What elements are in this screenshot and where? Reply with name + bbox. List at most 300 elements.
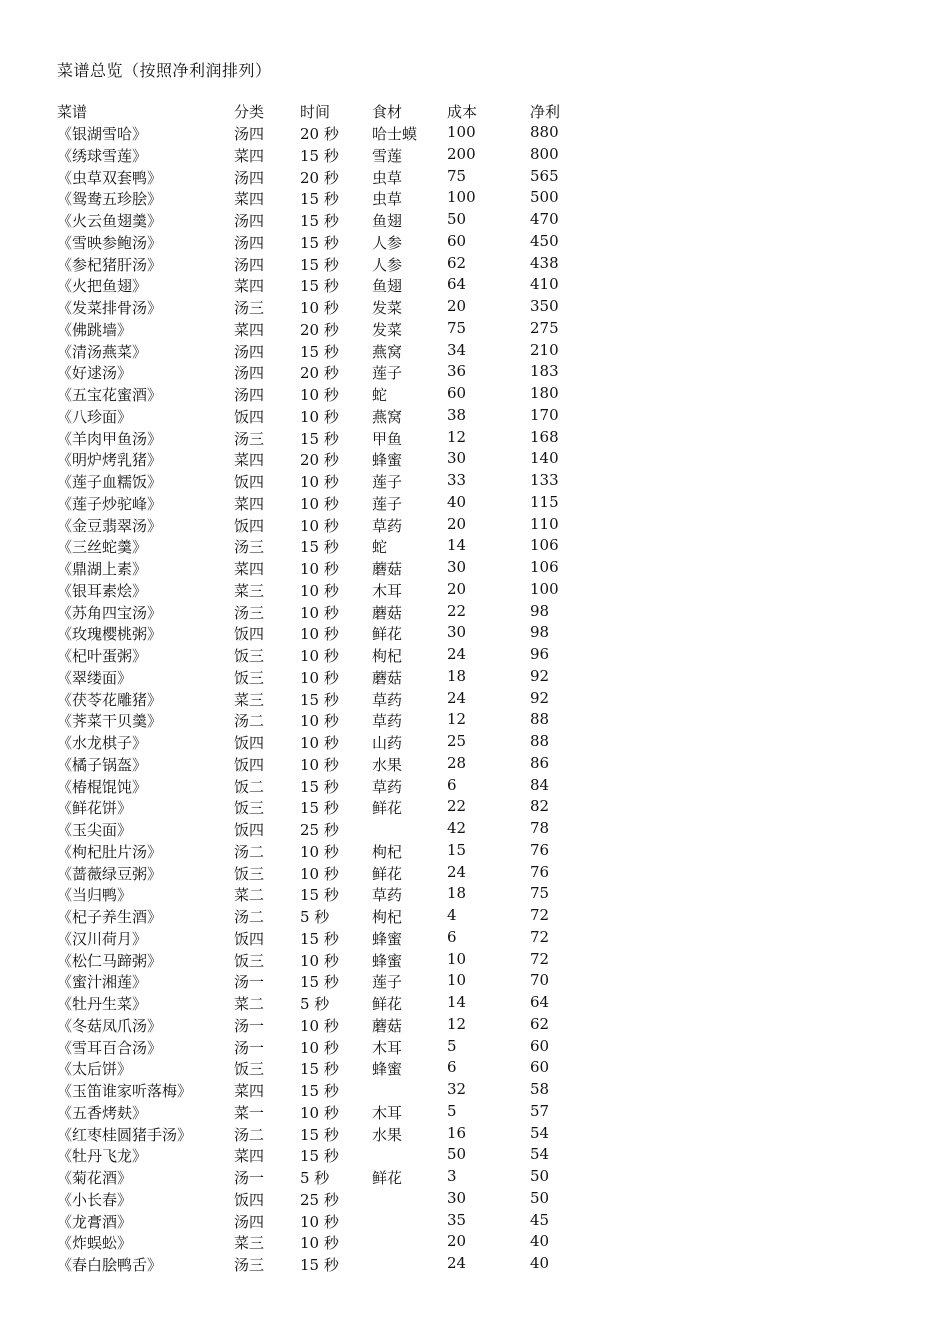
cell-ingredient: 草药: [372, 886, 403, 905]
cell-category: 菜四: [234, 451, 265, 470]
cell-profit: 410: [530, 275, 559, 294]
cell-ingredient: 蜂蜜: [372, 1060, 403, 1079]
cell-category: 汤二: [234, 712, 265, 731]
table-row: [0, 602, 950, 624]
table-row: [0, 884, 950, 906]
table-row: [0, 362, 950, 384]
cell-profit: 98: [530, 601, 550, 620]
cell-ingredient: 人参: [372, 255, 403, 274]
cell-ingredient: 发菜: [372, 320, 403, 339]
cell-cost: 30: [447, 449, 467, 468]
cell-category: 饭四: [234, 407, 265, 426]
cell-category: 菜三: [234, 1234, 265, 1253]
cell-time: 15 秒: [300, 146, 339, 165]
cell-ingredient: 鱼翅: [372, 277, 403, 296]
cell-cost: 6: [447, 775, 457, 794]
cell-ingredient: 鲜花: [372, 625, 403, 644]
cell-cost: 75: [447, 166, 467, 185]
cell-profit: 45: [530, 1210, 550, 1229]
cell-recipe-name: 《玉尖面》: [57, 821, 133, 839]
cell-profit: 565: [530, 166, 559, 185]
cell-profit: 64: [530, 993, 550, 1011]
cell-cost: 28: [447, 753, 467, 772]
cell-time: 15 秒: [300, 342, 339, 361]
table-row: [0, 1254, 950, 1276]
cell-cost: 12: [447, 710, 467, 729]
cell-time: 20 秒: [300, 125, 339, 143]
cell-recipe-name: 《明炉烤乳猪》: [57, 451, 163, 470]
cell-recipe-name: 《椿棍馄饨》: [57, 777, 148, 796]
cell-ingredient: 草药: [372, 777, 403, 796]
table-row: [0, 493, 950, 515]
table-row: [0, 623, 950, 645]
header-category: 分类: [234, 103, 265, 121]
cell-recipe-name: 《小长春》: [57, 1190, 133, 1209]
cell-profit: 40: [530, 1254, 550, 1272]
cell-cost: 36: [447, 362, 467, 381]
cell-cost: 20: [447, 514, 467, 533]
cell-profit: 450: [530, 231, 559, 250]
cell-cost: 18: [447, 666, 467, 685]
cell-profit: 115: [530, 492, 559, 511]
cell-recipe-name: 《牡丹飞龙》: [57, 1147, 148, 1166]
cell-category: 饭四: [234, 473, 265, 491]
cell-ingredient: 鲜花: [372, 995, 403, 1013]
cell-category: 饭二: [234, 777, 265, 796]
cell-category: 菜一: [234, 1103, 265, 1122]
cell-time: 15 秒: [300, 538, 339, 557]
table-row: [0, 384, 950, 406]
cell-profit: 168: [530, 427, 559, 446]
cell-category: 饭四: [234, 821, 265, 839]
table-row: [0, 950, 950, 972]
table-row: [0, 341, 950, 363]
cell-ingredient: 木耳: [372, 1103, 403, 1122]
cell-category: 饭三: [234, 799, 265, 818]
cell-cost: 14: [447, 993, 467, 1011]
cell-time: 15 秒: [300, 233, 339, 252]
cell-profit: 54: [530, 1145, 550, 1164]
cell-ingredient: 蛇: [372, 386, 388, 404]
cell-time: 15 秒: [300, 690, 339, 709]
cell-recipe-name: 《翠缕面》: [57, 668, 133, 687]
cell-recipe-name: 《炸蜈蚣》: [57, 1234, 133, 1253]
cell-ingredient: 木耳: [372, 581, 403, 600]
cell-cost: 16: [447, 1123, 467, 1142]
cell-category: 汤三: [234, 603, 265, 622]
cell-cost: 42: [447, 819, 467, 837]
cell-cost: 30: [447, 623, 467, 642]
cell-ingredient: 山药: [372, 734, 403, 752]
cell-cost: 25: [447, 732, 467, 750]
cell-profit: 170: [530, 405, 559, 424]
cell-recipe-name: 《莲子炒驼峰》: [57, 494, 163, 513]
table-row: [0, 732, 950, 754]
cell-cost: 32: [447, 1080, 467, 1098]
cell-cost: 75: [447, 318, 467, 337]
cell-ingredient: 燕窝: [372, 342, 403, 361]
table-row: [0, 819, 950, 841]
cell-category: 饭四: [234, 516, 265, 535]
cell-ingredient: 莲子: [372, 494, 403, 513]
cell-ingredient: 鲜花: [372, 864, 403, 883]
cell-category: 饭三: [234, 1060, 265, 1079]
cell-category: 汤一: [234, 1169, 265, 1187]
cell-time: 15 秒: [300, 886, 339, 905]
cell-category: 菜四: [234, 146, 265, 165]
cell-profit: 72: [530, 949, 550, 968]
cell-profit: 106: [530, 558, 559, 576]
table-row: [0, 1037, 950, 1059]
cell-ingredient: 草药: [372, 516, 403, 535]
cell-time: 15 秒: [300, 1147, 339, 1166]
cell-category: 饭四: [234, 929, 265, 948]
cell-category: 菜四: [234, 320, 265, 339]
cell-time: 10 秒: [300, 625, 339, 644]
cell-time: 5 秒: [300, 995, 330, 1013]
cell-profit: 183: [530, 362, 559, 381]
cell-time: 10 秒: [300, 473, 339, 491]
cell-ingredient: 蛇: [372, 538, 388, 557]
cell-profit: 72: [530, 927, 550, 946]
cell-recipe-name: 《鸳鸯五珍脍》: [57, 190, 163, 209]
cell-cost: 22: [447, 601, 467, 620]
cell-category: 菜四: [234, 277, 265, 296]
cell-profit: 133: [530, 471, 559, 489]
cell-recipe-name: 《水龙棋子》: [57, 734, 148, 752]
cell-cost: 60: [447, 384, 467, 402]
cell-recipe-name: 《清汤燕菜》: [57, 342, 148, 361]
cell-cost: 24: [447, 862, 467, 881]
cell-time: 15 秒: [300, 1256, 339, 1274]
cell-time: 25 秒: [300, 1190, 339, 1209]
table-row: [0, 754, 950, 776]
table-row: [0, 536, 950, 558]
cell-recipe-name: 《玫瑰樱桃粥》: [57, 625, 163, 644]
cell-time: 10 秒: [300, 712, 339, 731]
cell-cost: 4: [447, 906, 457, 924]
cell-time: 15 秒: [300, 973, 339, 992]
cell-time: 10 秒: [300, 842, 339, 861]
cell-recipe-name: 《荠菜干贝羹》: [57, 712, 163, 731]
cell-time: 10 秒: [300, 951, 339, 970]
cell-category: 汤四: [234, 386, 265, 404]
table-row: [0, 1058, 950, 1080]
cell-time: 10 秒: [300, 668, 339, 687]
cell-recipe-name: 《蜜汁湘莲》: [57, 973, 148, 992]
cell-category: 汤一: [234, 1038, 265, 1057]
header-cost: 成本: [447, 103, 478, 121]
cell-category: 汤三: [234, 538, 265, 557]
table-row: [0, 776, 950, 798]
table-row: [0, 928, 950, 950]
cell-ingredient: 蜂蜜: [372, 929, 403, 948]
cell-ingredient: 燕窝: [372, 407, 403, 426]
table-row: [0, 1015, 950, 1037]
cell-cost: 14: [447, 536, 467, 555]
header-time: 时间: [300, 103, 331, 121]
cell-recipe-name: 《羊肉甲鱼汤》: [57, 429, 163, 448]
cell-recipe-name: 《牡丹生菜》: [57, 995, 148, 1013]
table-row: [0, 1211, 950, 1233]
cell-category: 菜三: [234, 690, 265, 709]
cell-category: 饭三: [234, 864, 265, 883]
cell-category: 饭四: [234, 625, 265, 644]
cell-profit: 62: [530, 1014, 550, 1033]
cell-recipe-name: 《春白脍鸭舌》: [57, 1256, 163, 1274]
cell-cost: 10: [447, 949, 467, 968]
cell-time: 10 秒: [300, 1212, 339, 1231]
cell-time: 10 秒: [300, 560, 339, 578]
table-row: [0, 906, 950, 928]
cell-category: 饭四: [234, 1190, 265, 1209]
cell-recipe-name: 《杞子养生酒》: [57, 908, 163, 926]
cell-ingredient: 雪莲: [372, 146, 403, 165]
cell-ingredient: 鲜花: [372, 1169, 403, 1187]
cell-time: 10 秒: [300, 734, 339, 752]
table-row: [0, 1167, 950, 1189]
cell-profit: 82: [530, 797, 550, 816]
cell-cost: 24: [447, 1254, 467, 1272]
cell-cost: 20: [447, 579, 467, 598]
cell-cost: 100: [447, 123, 476, 141]
cell-time: 15 秒: [300, 799, 339, 818]
cell-category: 汤三: [234, 299, 265, 317]
cell-profit: 57: [530, 1101, 550, 1120]
cell-recipe-name: 《鼎湖上素》: [57, 560, 148, 578]
cell-profit: 92: [530, 688, 550, 707]
table-row: [0, 406, 950, 428]
cell-profit: 92: [530, 666, 550, 685]
cell-profit: 60: [530, 1036, 550, 1055]
cell-category: 汤二: [234, 842, 265, 861]
cell-cost: 38: [447, 405, 467, 424]
cell-recipe-name: 《雪映参鲍汤》: [57, 233, 163, 252]
cell-profit: 78: [530, 819, 550, 837]
cell-recipe-name: 《苏角四宝汤》: [57, 603, 163, 622]
cell-time: 15 秒: [300, 277, 339, 296]
table-row: [0, 993, 950, 1015]
cell-time: 15 秒: [300, 212, 339, 230]
cell-time: 10 秒: [300, 1038, 339, 1057]
cell-ingredient: 蘑菇: [372, 668, 403, 687]
cell-cost: 34: [447, 340, 467, 359]
cell-category: 菜二: [234, 886, 265, 905]
cell-recipe-name: 《雪耳百合汤》: [57, 1038, 163, 1057]
cell-ingredient: 莲子: [372, 473, 403, 491]
header-profit: 净利: [530, 103, 561, 121]
cell-time: 20 秒: [300, 364, 339, 383]
cell-cost: 20: [447, 1232, 467, 1251]
cell-ingredient: 蜂蜜: [372, 451, 403, 470]
cell-recipe-name: 《橘子锅盔》: [57, 755, 148, 774]
cell-time: 20 秒: [300, 320, 339, 339]
cell-recipe-name: 《火把鱼翅》: [57, 277, 148, 296]
cell-profit: 50: [530, 1188, 550, 1207]
cell-cost: 20: [447, 297, 467, 315]
cell-cost: 100: [447, 188, 476, 207]
cell-ingredient: 蘑菇: [372, 1016, 403, 1035]
cell-recipe-name: 《菊花酒》: [57, 1169, 133, 1187]
cell-category: 汤四: [234, 342, 265, 361]
cell-cost: 33: [447, 471, 467, 489]
cell-recipe-name: 《冬菇凤爪汤》: [57, 1016, 163, 1035]
cell-profit: 84: [530, 775, 550, 794]
table-row: [0, 471, 950, 493]
cell-profit: 54: [530, 1123, 550, 1142]
cell-recipe-name: 《八珍面》: [57, 407, 133, 426]
cell-category: 汤一: [234, 973, 265, 992]
table-row: [0, 645, 950, 667]
cell-profit: 72: [530, 906, 550, 924]
cell-recipe-name: 《枸杞肚片汤》: [57, 842, 163, 861]
cell-cost: 40: [447, 492, 467, 511]
cell-time: 15 秒: [300, 429, 339, 448]
table-row: [0, 667, 950, 689]
cell-category: 汤四: [234, 1212, 265, 1231]
cell-ingredient: 水果: [372, 755, 403, 774]
cell-profit: 350: [530, 297, 559, 315]
cell-recipe-name: 《参杞猪肝汤》: [57, 255, 163, 274]
cell-time: 25 秒: [300, 821, 339, 839]
cell-cost: 15: [447, 840, 467, 859]
cell-time: 15 秒: [300, 190, 339, 209]
header-ingredient: 食材: [372, 103, 403, 121]
cell-profit: 88: [530, 710, 550, 729]
cell-recipe-name: 《五香烤麸》: [57, 1103, 148, 1122]
cell-category: 饭三: [234, 951, 265, 970]
cell-time: 10 秒: [300, 516, 339, 535]
cell-category: 汤二: [234, 1125, 265, 1144]
cell-recipe-name: 《五宝花蜜酒》: [57, 386, 163, 404]
cell-time: 15 秒: [300, 1082, 339, 1100]
cell-recipe-name: 《银湖雪哈》: [57, 125, 148, 143]
cell-category: 菜四: [234, 1147, 265, 1166]
cell-profit: 800: [530, 144, 559, 163]
table-row: [0, 210, 950, 232]
cell-time: 15 秒: [300, 1060, 339, 1079]
cell-ingredient: 虫草: [372, 168, 403, 187]
cell-profit: 140: [530, 449, 559, 468]
cell-recipe-name: 《龙膏酒》: [57, 1212, 133, 1231]
cell-ingredient: 蘑菇: [372, 603, 403, 622]
table-row: [0, 863, 950, 885]
cell-profit: 58: [530, 1080, 550, 1098]
cell-category: 饭四: [234, 755, 265, 774]
cell-profit: 275: [530, 318, 559, 337]
table-row: [0, 428, 950, 450]
table-row: [0, 145, 950, 167]
cell-time: 10 秒: [300, 647, 339, 665]
cell-ingredient: 枸杞: [372, 647, 403, 665]
cell-category: 饭三: [234, 647, 265, 665]
cell-profit: 180: [530, 384, 559, 402]
cell-recipe-name: 《红枣桂圆猪手汤》: [57, 1125, 193, 1144]
cell-time: 10 秒: [300, 494, 339, 513]
cell-category: 菜四: [234, 1082, 265, 1100]
cell-ingredient: 枸杞: [372, 842, 403, 861]
cell-profit: 60: [530, 1058, 550, 1077]
cell-profit: 470: [530, 210, 559, 228]
table-row: [0, 1102, 950, 1124]
cell-recipe-name: 《太后饼》: [57, 1060, 133, 1079]
cell-time: 10 秒: [300, 1016, 339, 1035]
table-row: [0, 580, 950, 602]
cell-ingredient: 草药: [372, 690, 403, 709]
cell-recipe-name: 《火云鱼翅羹》: [57, 212, 163, 230]
cell-cost: 60: [447, 231, 467, 250]
cell-time: 10 秒: [300, 407, 339, 426]
cell-profit: 98: [530, 623, 550, 642]
cell-recipe-name: 《虫草双套鸭》: [57, 168, 163, 187]
cell-cost: 18: [447, 884, 467, 903]
cell-category: 菜四: [234, 494, 265, 513]
cell-category: 汤四: [234, 168, 265, 187]
cell-cost: 64: [447, 275, 467, 294]
cell-time: 20 秒: [300, 168, 339, 187]
cell-profit: 438: [530, 253, 559, 272]
cell-profit: 75: [530, 884, 550, 903]
cell-time: 10 秒: [300, 299, 339, 317]
table-row: [0, 797, 950, 819]
cell-cost: 6: [447, 927, 457, 946]
cell-recipe-name: 《佛跳墙》: [57, 320, 133, 339]
cell-time: 15 秒: [300, 1125, 339, 1144]
cell-category: 菜四: [234, 190, 265, 209]
cell-category: 菜二: [234, 995, 265, 1013]
cell-ingredient: 发菜: [372, 299, 403, 317]
table-row: [0, 558, 950, 580]
table-row: [0, 254, 950, 276]
cell-cost: 10: [447, 971, 467, 990]
cell-cost: 200: [447, 144, 476, 163]
cell-category: 汤四: [234, 364, 265, 383]
table-row: [0, 841, 950, 863]
cell-recipe-name: 《三丝蛇羹》: [57, 538, 148, 557]
table-row: [0, 515, 950, 537]
cell-category: 汤四: [234, 125, 265, 143]
table-row: [0, 1145, 950, 1167]
cell-time: 10 秒: [300, 603, 339, 622]
cell-ingredient: 鱼翅: [372, 212, 403, 230]
cell-profit: 70: [530, 971, 550, 990]
cell-category: 饭四: [234, 734, 265, 752]
cell-time: 15 秒: [300, 777, 339, 796]
cell-profit: 500: [530, 188, 559, 207]
cell-recipe-name: 《汉川荷月》: [57, 929, 148, 948]
cell-category: 汤二: [234, 908, 265, 926]
table-row: [0, 188, 950, 210]
cell-recipe-name: 《发菜排骨汤》: [57, 299, 163, 317]
cell-time: 10 秒: [300, 1103, 339, 1122]
cell-profit: 86: [530, 753, 550, 772]
table-row: [0, 710, 950, 732]
cell-category: 汤四: [234, 233, 265, 252]
cell-cost: 6: [447, 1058, 457, 1077]
table-row: [0, 689, 950, 711]
cell-cost: 62: [447, 253, 467, 272]
cell-cost: 12: [447, 427, 467, 446]
cell-cost: 24: [447, 688, 467, 707]
cell-cost: 50: [447, 210, 467, 228]
cell-cost: 3: [447, 1167, 457, 1185]
table-row: [0, 297, 950, 319]
cell-cost: 5: [447, 1101, 457, 1120]
table-header: [0, 101, 950, 123]
cell-ingredient: 蜂蜜: [372, 951, 403, 970]
table-row: [0, 971, 950, 993]
cell-category: 菜三: [234, 581, 265, 600]
